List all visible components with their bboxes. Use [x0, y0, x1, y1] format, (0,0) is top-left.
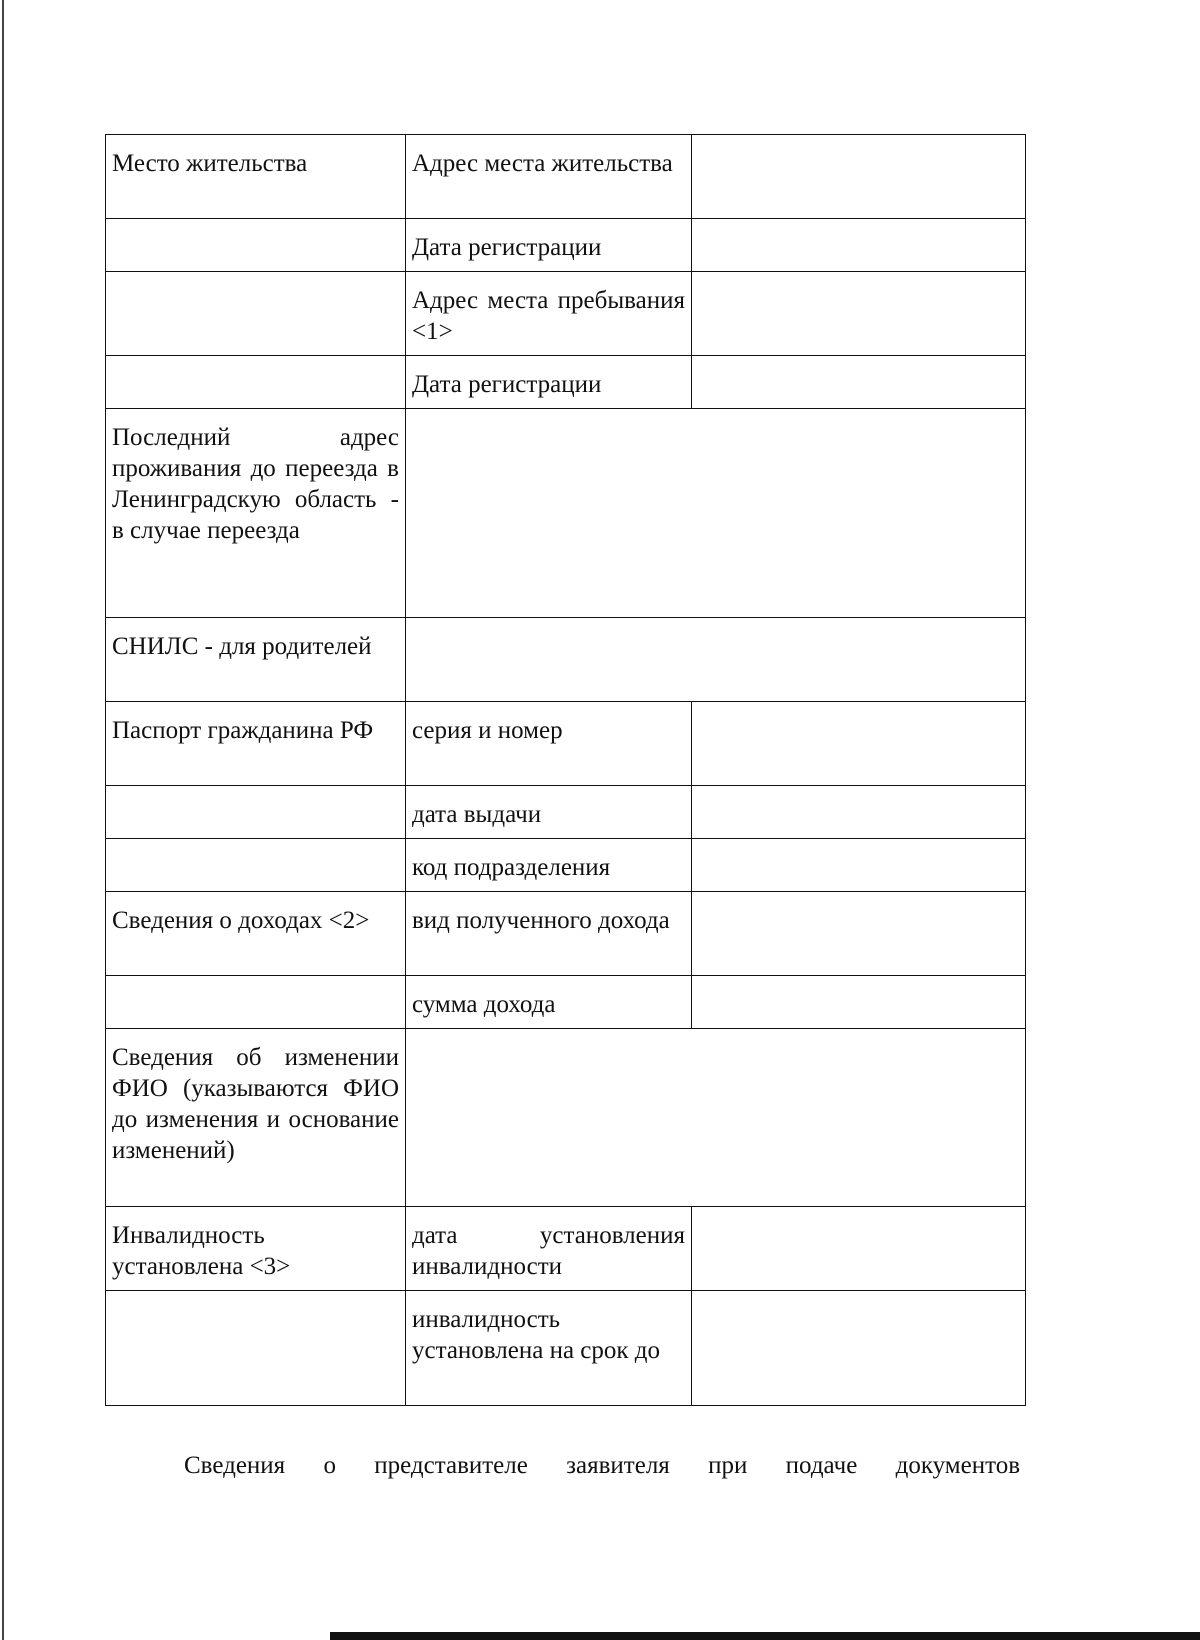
table-row	[106, 618, 1026, 702]
row-label-cell	[106, 135, 406, 219]
value-cell[interactable]	[692, 786, 1026, 839]
row-label-cell	[106, 1291, 406, 1406]
row-label: Место жительства	[112, 150, 308, 177]
row-label-cell	[106, 892, 406, 976]
field-name-cell	[406, 892, 692, 976]
row-label-cell	[106, 1207, 406, 1291]
table-row	[106, 272, 1026, 356]
value-cell[interactable]	[692, 272, 1026, 356]
row-label-cell	[106, 356, 406, 409]
value-cell[interactable]	[692, 976, 1026, 1029]
table-row	[106, 786, 1026, 839]
row-label: Последний адрес проживания до переезда в Ленинградскую область - в случае переезда	[112, 424, 399, 544]
row-label-cell	[106, 786, 406, 839]
value-cell[interactable]	[692, 135, 1026, 219]
field-name: Адрес места жительства	[412, 150, 673, 177]
field-name: Дата регистрации	[412, 371, 602, 398]
table-row	[106, 135, 1026, 219]
field-name: дата выдачи	[412, 801, 542, 828]
table-row	[106, 702, 1026, 786]
row-label-cell	[106, 409, 406, 618]
row-label: Сведения о доходах <2>	[112, 907, 370, 934]
value-cell[interactable]	[406, 409, 1026, 618]
row-label: Паспорт гражданина РФ	[112, 717, 374, 744]
field-name-cell	[406, 786, 692, 839]
table-row	[106, 1291, 1026, 1406]
row-label: Инвалидность установлена <3>	[112, 1222, 291, 1280]
field-name-cell	[406, 839, 692, 892]
field-name-cell	[406, 135, 692, 219]
table-row	[106, 892, 1026, 976]
value-cell[interactable]	[692, 356, 1026, 409]
value-cell[interactable]	[406, 1029, 1026, 1207]
field-name-cell	[406, 702, 692, 786]
field-name: вид полученного дохода	[412, 907, 670, 934]
table-row	[106, 1029, 1026, 1207]
row-label-cell	[106, 976, 406, 1029]
table-row	[106, 219, 1026, 272]
field-name: серия и номер	[412, 717, 563, 744]
value-cell[interactable]	[692, 892, 1026, 976]
table-row	[106, 409, 1026, 618]
field-name: код подразделения	[412, 854, 611, 881]
scan-edge-bottom	[330, 1632, 1200, 1640]
field-name: дата установления инвалидности	[412, 1222, 685, 1280]
value-cell[interactable]	[692, 839, 1026, 892]
value-cell[interactable]	[692, 1207, 1026, 1291]
table-row	[106, 976, 1026, 1029]
table-row	[106, 839, 1026, 892]
table-row	[106, 1207, 1026, 1291]
field-name-cell	[406, 272, 692, 356]
value-cell[interactable]	[406, 618, 1026, 702]
row-label-cell	[106, 272, 406, 356]
field-name-cell	[406, 356, 692, 409]
row-label-cell	[106, 219, 406, 272]
table-row	[106, 356, 1026, 409]
field-name: инвалидность установлена на срок до	[412, 1306, 661, 1364]
row-label-cell	[106, 618, 406, 702]
field-name-cell	[406, 1207, 692, 1291]
field-name-cell	[406, 1291, 692, 1406]
field-name: Дата регистрации	[412, 234, 602, 261]
field-name: Адрес места пребывания <1>	[412, 287, 685, 345]
field-name: сумма дохода	[412, 991, 556, 1018]
section-heading: Сведения о представителе заявителя при подаче документов	[184, 1452, 1020, 1479]
row-label-cell	[106, 1029, 406, 1207]
value-cell[interactable]	[692, 1291, 1026, 1406]
value-cell[interactable]	[692, 219, 1026, 272]
field-name-cell	[406, 219, 692, 272]
applicant-info-table	[105, 134, 1026, 1406]
row-label: СНИЛС - для родителей	[112, 633, 372, 660]
row-label: Сведения об изменении ФИО (указываются ФИО до изменения и основание изменений)	[112, 1044, 399, 1164]
field-name-cell	[406, 976, 692, 1029]
row-label-cell	[106, 839, 406, 892]
scan-edge-left	[2, 0, 4, 1640]
row-label-cell	[106, 702, 406, 786]
value-cell[interactable]	[692, 702, 1026, 786]
